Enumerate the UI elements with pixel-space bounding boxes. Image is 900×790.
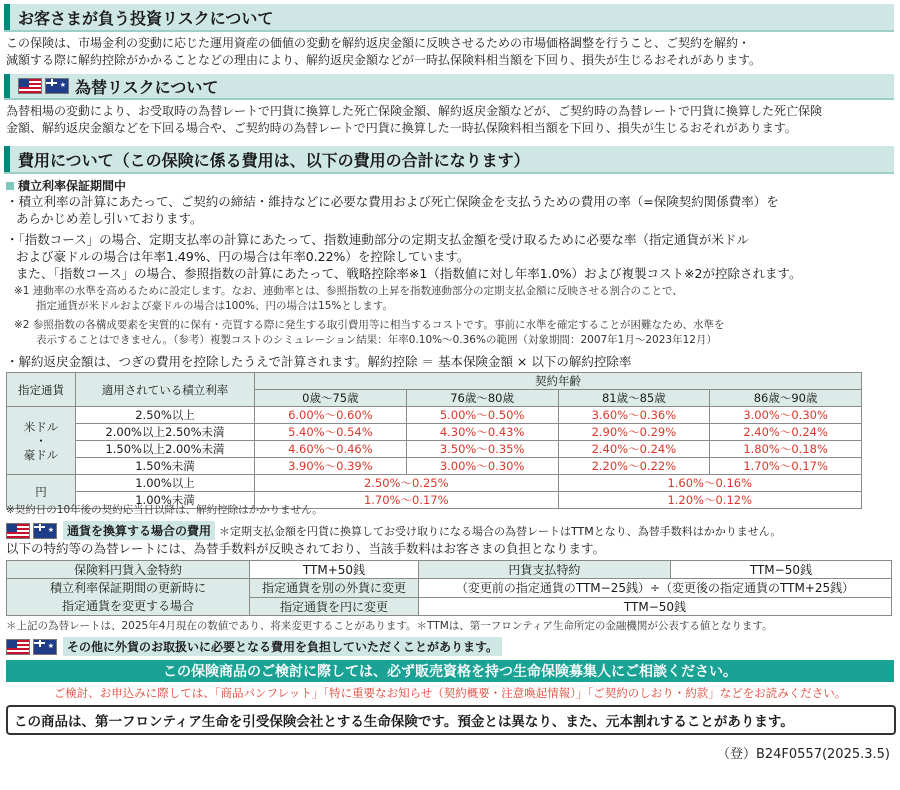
- table-row: 指定通貨を円に変更 TTM−50銭: [7, 597, 892, 616]
- section-fees: [4, 146, 894, 174]
- read-documents-note: ご検討、お申込みに際しては、「商品パンフレット」「特に重要なお知らせ（契約概要・注意喚起情報）」「ご契約のしおり・約款」などをお読みください。: [53, 686, 847, 700]
- product-disclaimer: この商品は、第一フロンティア生命を引受保険会社とする生命保険です。預金とは異なり、また、元本割れすることがあります。: [6, 705, 896, 735]
- section-title: お客さまが負う投資リスクについて: [18, 8, 274, 28]
- table-note: ※契約日の10年後の契約応当日以降は、解約控除はかかりません。: [6, 504, 323, 516]
- fees-subheading: 積立利率保証期間中: [6, 177, 126, 194]
- section-title: 費用について（この保険に係る費用は、以下の費用の合計になります）: [18, 150, 530, 170]
- table-row: 2.00%以上2.50%未満 5.40%～0.54% 4.30%～0.43% 2.90%～0.29% 2.40%～0.24%: [7, 424, 862, 441]
- fx-footnote: ＊上記の為替レートは、2025年4月現在の数値であり、将来変更することがあります。＊TTMは、第一フロンティア生命所定の金融機関が公表する値となります。: [6, 620, 773, 632]
- other-fees: ★ その他に外貨のお取扱いに必要となる費用を負担していただくことがあります。: [6, 637, 506, 656]
- section-fx-risk: [4, 74, 894, 100]
- au-flag-icon: [45, 78, 69, 94]
- section-investment-risk: [4, 4, 894, 32]
- surrender-charge-table: 指定通貨 適用されている積立利率 契約年齢 0歳～75歳 76歳～80歳 81歳～85歳 86歳～90歳 米ドル ・ 豪ドル 2.50%以上 6.00%～0.60% 5.00%～0.50% 3.60%～0.36% 3.00%～0.30% 2.00%以上2.50%未満 5.40%～0.54% 4.30%～0.43% 2.90%～0.29% 2.40%～0.24% 1.50%以上2.00%未満 4.60%～0.46% 3.50%～0.35% 2.40%～0.24% 1.80%～0.18% 1.50%未満 3.90%～0.39% 3.00%～0.30% 2.20%～0.22% 1.70%～0.17% 円 1.00%以上 2.50%～0.25% 1.60%～0.16% 1.00%未満 1.70%～0.17% 1.20%～0.12%: [6, 372, 862, 509]
- table-row: 保険料円貨入金特約 TTM+50銭 円貨支払特約 TTM−50銭: [7, 561, 892, 579]
- flags-icon: [18, 78, 69, 94]
- square-bullet-icon: [6, 182, 14, 190]
- fees-bullet-1: ・積立利率の計算にあたって、ご契約の締結・維持などに必要な費用および死亡保険金を支払うための費用の率（=保険契約関係費率）を あらかじめ差し引いております。: [6, 194, 779, 226]
- table-row: 円 1.00%以上 2.50%～0.25% 1.60%～0.16%: [7, 475, 862, 492]
- table-row: 積立利率保証期間の更新時に 指定通貨を変更する場合 指定通貨を別の外貨に変更 （変更前の指定通貨のTTM−25銭）÷（変更後の指定通貨のTTM+25銭）: [7, 579, 892, 598]
- fx-fee-table: [6, 560, 892, 616]
- flags-icon: [6, 523, 57, 539]
- au-flag-icon: [33, 523, 57, 539]
- footnote-1: ※1 連動率の水準を高めるために設定します。なお、連動率とは、参照指数の上昇を指数連動部分の定期支払金額に反映させる割合のことで、 指定通貨が米ドルおよび豪ドルの場合は100%、円の場合は15%とします。: [14, 285, 683, 312]
- table-row: 1.00%未満 1.70%～0.17% 1.20%～0.12%: [7, 492, 862, 509]
- flags-icon: [6, 639, 57, 655]
- us-flag-icon: [6, 639, 30, 655]
- us-flag-icon: [18, 78, 42, 94]
- section-title: 為替リスクについて: [75, 77, 219, 97]
- fees-bullet-2: ・「指数コース」の場合、定期支払率の計算にあたって、指数連動部分の定期支払金額を受け取るために必要な率（指定通貨が米ドル および豪ドルの場合は年率1.49%、円の場合は年率0.22%）を控除しています。 また、「指数コース」の場合、参照指数の計算にあたって、戦略控除率※1（指数値に対し年率1.0%）および複製コスト※2が控除されます。: [6, 232, 802, 281]
- usd-aud-label: 米ドル ・ 豪ドル: [7, 407, 76, 475]
- fx-fee-heading: ★ 通貨を換算する場合の費用 ＊定期支払金額を円貨に換算してお受け取りになる場合の為替レートはTTMとなり、為替手数料はかかりません。: [6, 521, 781, 540]
- footnote-2: ※2 参照指数の各構成要素を実質的に保有・売買する際に発生する取引費用等に相当するコストです。事前に水準を確定することが困難なため、水準を 表示することはできません。（参考）複製コストのシミュレーション結果：年率0.10%～0.36%の範囲（対象期間：2007年1月～2023年12月）: [14, 319, 725, 346]
- fx-fee-line: 以下の特約等の為替レートには、為替手数料が反映されており、当該手数料はお客さまの負担となります。: [6, 541, 606, 556]
- us-flag-icon: [6, 523, 30, 539]
- investment-risk-text: この保険は、市場金利の変動に応じた運用資産の価値の変動を解約返戻金額に反映させるための市場価格調整を行うこと、ご契約を解約・ 減額する際に解約控除がかかることなどの理由により、解約返戻金額などが一時払保険料相当額を下回り、損失が生じるおそれがあります。: [6, 36, 762, 67]
- au-flag-icon: [33, 639, 57, 655]
- table-row: 1.50%以上2.00%未満 4.60%～0.46% 3.50%～0.35% 2.40%～0.24% 1.80%～0.18%: [7, 441, 862, 458]
- table-row: 1.50%未満 3.90%～0.39% 3.00%～0.30% 2.20%～0.22% 1.70%～0.17%: [7, 458, 862, 475]
- consult-banner: この保険商品のご検討に際しては、必ず販売資格を持つ生命保険募集人にご相談ください。: [6, 660, 894, 682]
- table-row: 米ドル ・ 豪ドル 2.50%以上 6.00%～0.60% 5.00%～0.50% 3.60%～0.36% 3.00%～0.30%: [7, 407, 862, 424]
- fx-risk-text: 為替相場の変動により、お受取時の為替レートで円貨に換算した死亡保険金額、解約返戻金額などが、ご契約時の為替レートで円貨に換算した死亡保険 金額、解約返戻金額などを下回る場合や、ご契約時の為替レートで円貨に換算した一時払保険料相当額を下回り、損失が生じるおそれがあります。: [6, 104, 823, 135]
- fees-bullet-3: ・解約返戻金額は、つぎの費用を控除したうえで計算されます。解約控除 ＝ 基本保険金額 × 以下の解約控除率: [6, 354, 632, 369]
- registration-number: （登）B24F0557(2025.3.5): [716, 747, 890, 762]
- jpy-label: 円: [7, 475, 76, 509]
